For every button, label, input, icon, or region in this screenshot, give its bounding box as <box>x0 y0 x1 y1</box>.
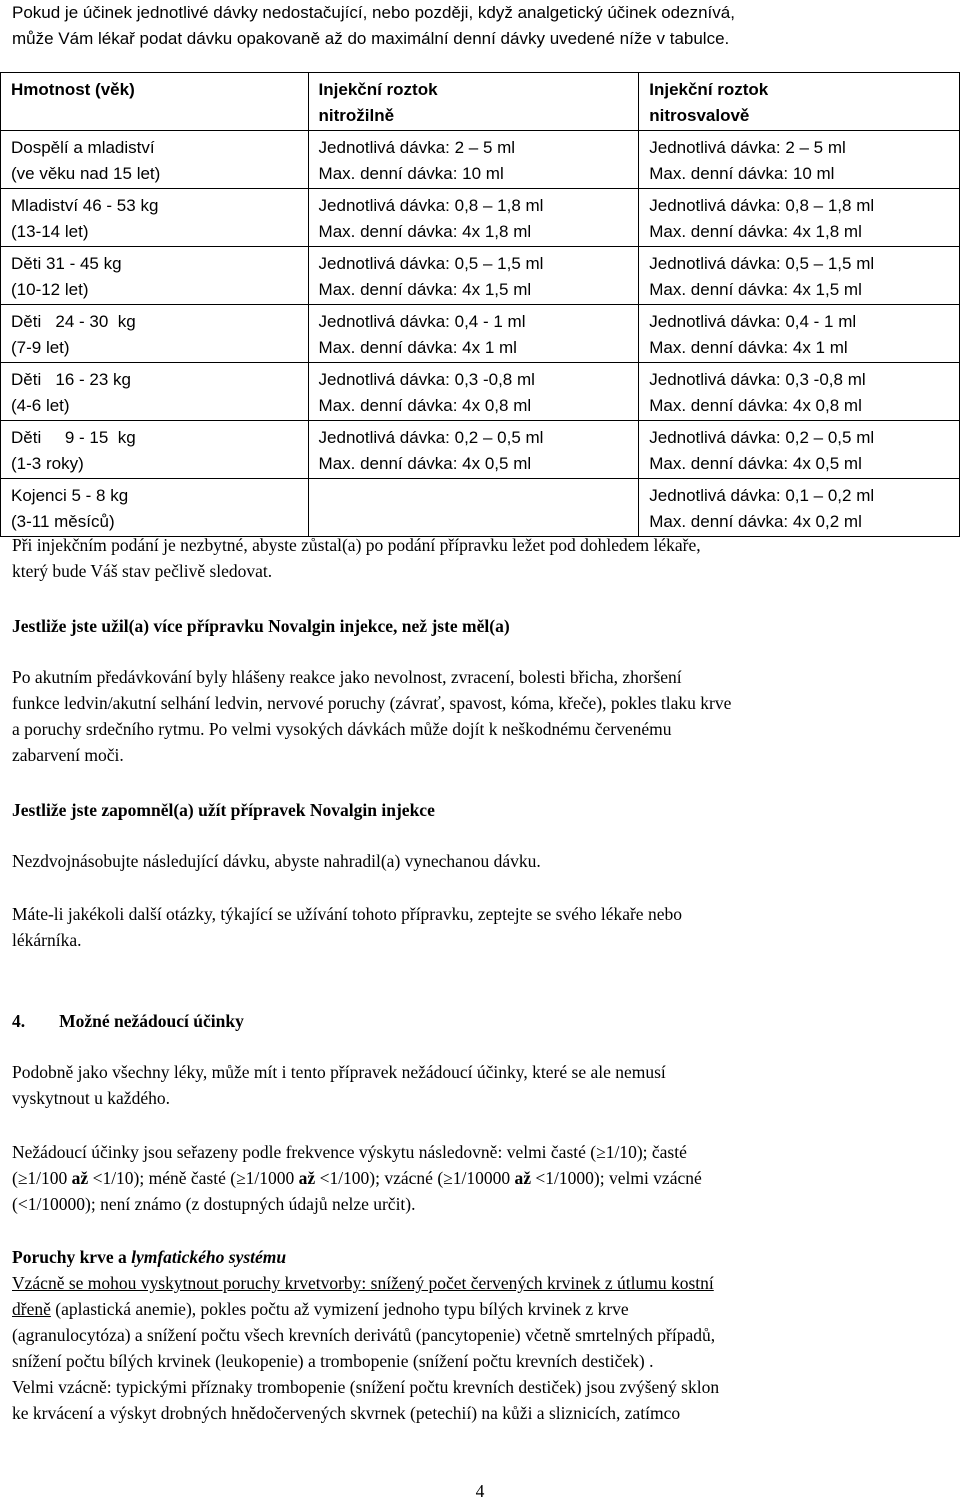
header-weight-age-label: Hmotnost (věk) <box>11 80 135 99</box>
text-line <box>12 1165 947 1191</box>
cell-im-dose <box>639 189 960 247</box>
dosage-table <box>0 72 960 537</box>
text-line: lékárníka. <box>12 930 82 950</box>
cell-text: (3-11 měsíců) <box>11 512 115 531</box>
text-fragment: dřeně <box>12 1299 51 1319</box>
text-fragment: až <box>514 1168 532 1188</box>
cell-text: Max. denní dávka: 4x 1,8 ml <box>649 222 862 241</box>
cell-im-dose <box>639 247 960 305</box>
text-fragment: (aplastická anemie), pokles počtu až vymizení jednoho typu bílých krvinek z krve <box>50 1299 629 1319</box>
text-line <box>12 1296 947 1322</box>
header-iv-line-1: Injekční roztok <box>318 80 438 99</box>
cell-im-dose <box>639 363 960 421</box>
heading-part-italic: lymfatického systému <box>131 1247 287 1267</box>
cell-iv-dose <box>308 421 639 479</box>
header-im-line-1: Injekční roztok <box>649 80 769 99</box>
cell-text: (7-9 let) <box>11 338 70 357</box>
cell-text: Max. denní dávka: 4x 0,2 ml <box>649 512 862 531</box>
cell-text: Mladiství 46 - 53 kg <box>11 196 159 215</box>
cell-weight-age <box>1 363 309 421</box>
text-fragment: <1/100); vzácné (≥1/10000 <box>315 1168 515 1188</box>
cell-im-dose <box>639 421 960 479</box>
text-line: snížení počtu bílých krvinek (leukopenie) a trombopenie (snížení počtu krevních destiček) . <box>12 1351 654 1371</box>
cell-iv-dose <box>308 363 639 421</box>
section-number: 4. <box>12 1011 26 1031</box>
cell-text: Jednotlivá dávka: 0,1 – 0,2 ml <box>649 486 875 505</box>
cell-text: Jednotlivá dávka: 2 – 5 ml <box>318 138 516 157</box>
cell-text: Kojenci 5 - 8 kg <box>11 486 129 505</box>
table-row <box>1 479 960 537</box>
cell-weight-age <box>1 421 309 479</box>
cell-text: Jednotlivá dávka: 0,8 – 1,8 ml <box>649 196 875 215</box>
cell-text: Max. denní dávka: 4x 0,8 ml <box>649 396 862 415</box>
text-line: Velmi vzácně: typickými příznaky trombopenie (snížení počtu krevních destiček) jsou zvýšený sklon <box>12 1377 720 1397</box>
cell-text: Děti 16 - 23 kg <box>11 370 132 389</box>
questions-paragraph <box>12 901 947 953</box>
text-fragment: <1/10); méně časté (≥1/1000 <box>88 1168 299 1188</box>
text-fragment: až <box>71 1168 89 1188</box>
injection-supervision-paragraph <box>12 532 947 584</box>
text-fragment: až <box>298 1168 316 1188</box>
cell-text: Jednotlivá dávka: 0,5 – 1,5 ml <box>318 254 544 273</box>
table-row <box>1 305 960 363</box>
cell-text: (13-14 let) <box>11 222 89 241</box>
cell-text: Jednotlivá dávka: 2 – 5 ml <box>649 138 846 157</box>
cell-iv-dose <box>308 247 639 305</box>
cell-text: Děti 24 - 30 kg <box>11 312 136 331</box>
cell-text: Děti 9 - 15 kg <box>11 428 136 447</box>
table-row <box>1 189 960 247</box>
frequency-paragraph <box>12 1139 947 1217</box>
cell-text: Max. denní dávka: 4x 1,8 ml <box>318 222 532 241</box>
forgot-dose-paragraph: Nezdvojnásobujte následující dávku, abyste nahradil(a) vynechanou dávku. <box>12 851 541 871</box>
table-row <box>1 131 960 189</box>
header-weight-age <box>1 73 309 131</box>
cell-text: (ve věku nad 15 let) <box>11 164 161 183</box>
text-line: Máte-li jakékoli další otázky, týkající se užívání tohoto přípravku, zeptejte se svého lékaře nebo <box>12 904 682 924</box>
table-header-row <box>1 73 960 131</box>
overdose-paragraph <box>12 664 947 768</box>
text-line: ke krvácení a výskyt drobných hnědočervených skvrnek (petechií) na kůži a sliznicích, zatímco <box>12 1403 681 1423</box>
intro-paragraph <box>12 0 947 52</box>
cell-im-dose <box>639 479 960 537</box>
text-line: Při injekčním podání je nezbytné, abyste zůstal(a) po podání přípravku ležet pod dohledem lékaře, <box>12 535 701 555</box>
cell-text: Děti 31 - 45 kg <box>11 254 122 273</box>
blood-disorders-section <box>12 1244 947 1426</box>
cell-text: Max. denní dávka: 10 ml <box>649 164 835 183</box>
text-line: a poruchy srdečního rytmu. Po velmi vysokých dávkách může dojít k neškodnému červenému <box>12 719 672 739</box>
text-line: funkce ledvin/akutní selhání ledvin, nervové poruchy (závrať, spavost, kóma, křeče), pokles tlaku krve <box>12 693 732 713</box>
table-row <box>1 421 960 479</box>
heading-part: Poruchy krve a <box>12 1247 132 1267</box>
section-4-heading <box>12 1008 947 1034</box>
cell-text: Dospělí a mladiství <box>11 138 155 157</box>
text-line: (agranulocytóza) a snížení počtu všech krevních derivátů (pancytopenie) včetně smrtelných případů, <box>12 1325 716 1345</box>
cell-text: Max. denní dávka: 4x 0,8 ml <box>318 396 532 415</box>
cell-text: Max. denní dávka: 10 ml <box>318 164 504 183</box>
cell-iv-dose-empty <box>308 479 639 537</box>
cell-text: Jednotlivá dávka: 0,5 – 1,5 ml <box>649 254 875 273</box>
text-fragment: (≥1/100 <box>12 1168 72 1188</box>
text-line: který bude Váš stav pečlivě sledovat. <box>12 561 273 581</box>
text-fragment: <1/1000); velmi vzácné <box>531 1168 702 1188</box>
text-line: Nežádoucí účinky jsou seřazeny podle frekvence výskytu následovně: velmi časté (≥1/10); časté <box>12 1142 687 1162</box>
side-effects-intro-paragraph <box>12 1059 947 1111</box>
cell-text: Jednotlivá dávka: 0,3 -0,8 ml <box>318 370 535 389</box>
text-line: zabarvení moči. <box>12 745 124 765</box>
header-im <box>639 73 960 131</box>
cell-text: Max. denní dávka: 4x 1,5 ml <box>649 280 862 299</box>
cell-text: Max. denní dávka: 4x 0,5 ml <box>318 454 532 473</box>
cell-text: Jednotlivá dávka: 0,2 – 0,5 ml <box>318 428 544 447</box>
cell-text: Max. denní dávka: 4x 1 ml <box>318 338 517 357</box>
cell-text: Max. denní dávka: 4x 1 ml <box>649 338 848 357</box>
text-line: Po akutním předávkování byly hlášeny reakce jako nevolnost, zvracení, bolesti břicha, zhoršení <box>12 667 682 687</box>
cell-text: Jednotlivá dávka: 0,3 -0,8 ml <box>649 370 866 389</box>
table-row <box>1 247 960 305</box>
cell-im-dose <box>639 131 960 189</box>
page-number: 4 <box>475 1481 485 1501</box>
cell-im-dose <box>639 305 960 363</box>
cell-text: Max. denní dávka: 4x 1,5 ml <box>318 280 532 299</box>
cell-weight-age <box>1 305 309 363</box>
intro-line-2: může Vám lékař podat dávku opakovaně až do maximální denní dávky uvedené níže v tabulce. <box>12 29 730 48</box>
text-line: Vzácně se mohou vyskytnout poruchy krvetvorby: snížený počet červených krvinek z útlumu kostní <box>12 1273 714 1293</box>
text-line: Podobně jako všechny léky, může mít i tento přípravek nežádoucí účinky, které se ale nemusí <box>12 1062 666 1082</box>
cell-weight-age <box>1 131 309 189</box>
cell-text: (4-6 let) <box>11 396 70 415</box>
header-iv-line-2: nitrožilně <box>318 106 395 125</box>
cell-text: Jednotlivá dávka: 0,4 - 1 ml <box>649 312 857 331</box>
cell-weight-age <box>1 189 309 247</box>
cell-text: Max. denní dávka: 4x 0,5 ml <box>649 454 862 473</box>
cell-iv-dose <box>308 189 639 247</box>
text-line: (<1/10000); není známo (z dostupných údajů nelze určit). <box>12 1194 416 1214</box>
intro-line-1: Pokud je účinek jednotlivé dávky nedostačující, nebo později, když analgetický účinek odeznívá, <box>12 3 735 22</box>
cell-iv-dose <box>308 305 639 363</box>
cell-weight-age <box>1 247 309 305</box>
cell-weight-age <box>1 479 309 537</box>
cell-text: Jednotlivá dávka: 0,8 – 1,8 ml <box>318 196 544 215</box>
cell-text: Jednotlivá dávka: 0,4 - 1 ml <box>318 312 526 331</box>
header-iv <box>308 73 639 131</box>
cell-text: (1-3 roky) <box>11 454 84 473</box>
cell-text: Jednotlivá dávka: 0,2 – 0,5 ml <box>649 428 875 447</box>
text-line: vyskytnout u každého. <box>12 1088 170 1108</box>
cell-iv-dose <box>308 131 639 189</box>
forgot-dose-heading: Jestliže jste zapomněl(a) užít přípravek Novalgin injekce <box>12 800 435 820</box>
header-im-line-2: nitrosvalově <box>649 106 750 125</box>
blood-disorders-heading <box>12 1244 947 1270</box>
cell-text: (10-12 let) <box>11 280 89 299</box>
overdose-heading: Jestliže jste užil(a) více přípravku Novalgin injekce, než jste měl(a) <box>12 616 510 636</box>
section-title: Možné nežádoucí účinky <box>59 1011 244 1031</box>
table-row <box>1 363 960 421</box>
